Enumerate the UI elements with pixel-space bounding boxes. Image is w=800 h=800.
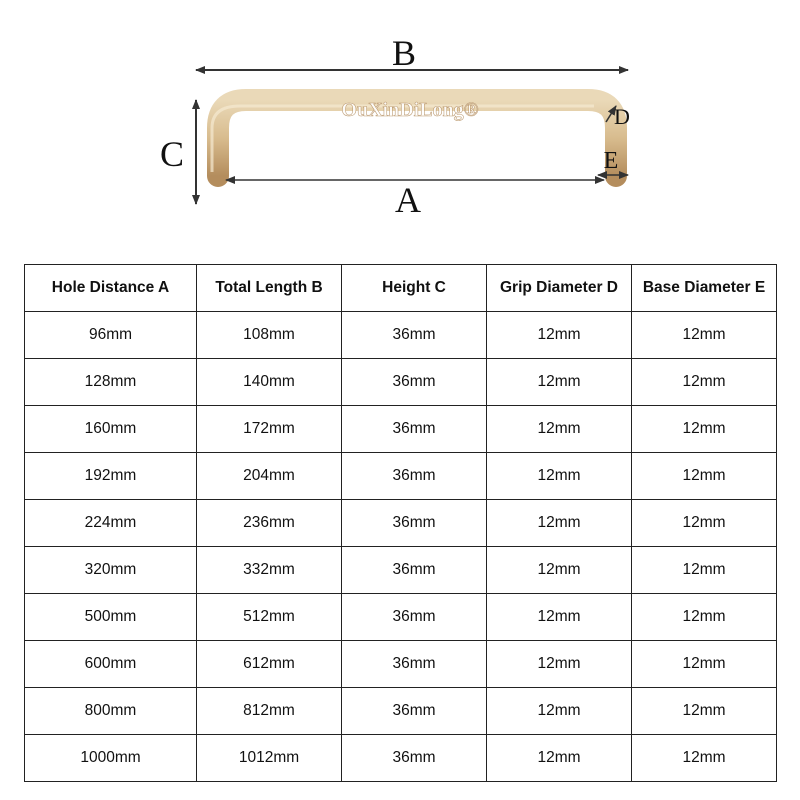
- cell-base-diameter: 12mm: [632, 406, 777, 453]
- cell-base-diameter: 12mm: [632, 688, 777, 735]
- cell-hole-distance: 96mm: [25, 312, 197, 359]
- table-row: [25, 500, 777, 547]
- cell-base-diameter: 12mm: [632, 359, 777, 406]
- brand-watermark: OuXinDiLong®: [341, 99, 479, 121]
- table-row: [25, 547, 777, 594]
- cell-height: 36mm: [342, 735, 487, 782]
- cell-total-length: 108mm: [197, 312, 342, 359]
- cell-total-length: 236mm: [197, 500, 342, 547]
- cell-hole-distance: 192mm: [25, 453, 197, 500]
- table-row: [25, 312, 777, 359]
- cell-total-length: 612mm: [197, 641, 342, 688]
- cell-hole-distance: 160mm: [25, 406, 197, 453]
- header-base-diameter: Base Diameter E: [632, 265, 777, 312]
- header-height: Height C: [342, 265, 487, 312]
- table-row: [25, 453, 777, 500]
- cell-grip-diameter: 12mm: [487, 688, 632, 735]
- cell-grip-diameter: 12mm: [487, 500, 632, 547]
- header-grip-diameter: Grip Diameter D: [487, 265, 632, 312]
- cell-base-diameter: 12mm: [632, 453, 777, 500]
- cell-grip-diameter: 12mm: [487, 453, 632, 500]
- cell-base-diameter: 12mm: [632, 547, 777, 594]
- table-row: [25, 359, 777, 406]
- cell-base-diameter: 12mm: [632, 500, 777, 547]
- cell-total-length: 172mm: [197, 406, 342, 453]
- cell-hole-distance: 320mm: [25, 547, 197, 594]
- dimension-b-label: B: [391, 33, 417, 73]
- cell-grip-diameter: 12mm: [487, 406, 632, 453]
- cell-height: 36mm: [342, 500, 487, 547]
- table-row: [25, 406, 777, 453]
- cell-base-diameter: 12mm: [632, 312, 777, 359]
- cell-hole-distance: 500mm: [25, 594, 197, 641]
- header-total-length: Total Length B: [197, 265, 342, 312]
- cell-hole-distance: 800mm: [25, 688, 197, 735]
- cell-height: 36mm: [342, 594, 487, 641]
- cell-grip-diameter: 12mm: [487, 312, 632, 359]
- cell-grip-diameter: 12mm: [487, 641, 632, 688]
- table-row: [25, 735, 777, 782]
- dimension-e-label: E: [603, 148, 619, 174]
- cell-grip-diameter: 12mm: [487, 594, 632, 641]
- cell-base-diameter: 12mm: [632, 594, 777, 641]
- table-row: [25, 688, 777, 735]
- dimension-d-label: D: [614, 104, 630, 129]
- cell-height: 36mm: [342, 453, 487, 500]
- cell-height: 36mm: [342, 359, 487, 406]
- table-row: [25, 641, 777, 688]
- cell-grip-diameter: 12mm: [487, 735, 632, 782]
- table-header-row: [25, 265, 777, 312]
- cell-hole-distance: 224mm: [25, 500, 197, 547]
- cell-total-length: 140mm: [197, 359, 342, 406]
- cell-base-diameter: 12mm: [632, 735, 777, 782]
- cell-total-length: 332mm: [197, 547, 342, 594]
- cell-height: 36mm: [342, 312, 487, 359]
- table-row: [25, 594, 777, 641]
- cell-height: 36mm: [342, 641, 487, 688]
- cell-hole-distance: 600mm: [25, 641, 197, 688]
- cell-grip-diameter: 12mm: [487, 547, 632, 594]
- header-hole-distance: Hole Distance A: [25, 265, 197, 312]
- cell-hole-distance: 1000mm: [25, 735, 197, 782]
- cell-total-length: 204mm: [197, 453, 342, 500]
- cell-grip-diameter: 12mm: [487, 359, 632, 406]
- dimension-a-label: A: [395, 180, 421, 220]
- cell-total-length: 1012mm: [197, 735, 342, 782]
- cell-height: 36mm: [342, 406, 487, 453]
- specification-table: [24, 264, 777, 782]
- cell-height: 36mm: [342, 688, 487, 735]
- cell-height: 36mm: [342, 547, 487, 594]
- cell-base-diameter: 12mm: [632, 641, 777, 688]
- dimension-c-label: C: [159, 134, 185, 174]
- cell-total-length: 812mm: [197, 688, 342, 735]
- cell-total-length: 512mm: [197, 594, 342, 641]
- handle-dimension-diagram: [0, 0, 800, 250]
- cell-hole-distance: 128mm: [25, 359, 197, 406]
